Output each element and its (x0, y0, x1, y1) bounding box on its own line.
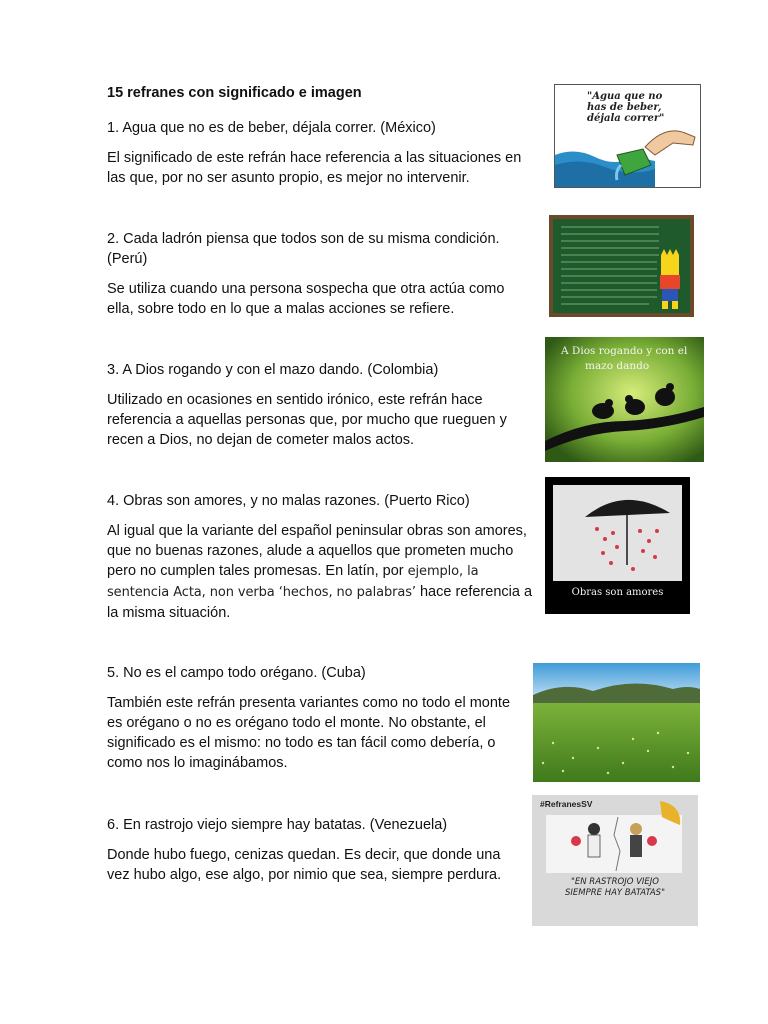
proverb-image-1 (554, 84, 701, 188)
couple-poster-illustration (532, 795, 698, 926)
proverb-title: 4. Obras son amores, y no malas razones. (Puerto Rico) (107, 493, 470, 509)
proverb-entry-3 (107, 360, 527, 450)
proverb-entry-6 (107, 815, 507, 885)
proverb-title: 1. Agua que no es de beber, déjala correr. (México) (107, 120, 436, 136)
image-3-caption-line-1: A Dios rogando y con el (561, 345, 688, 357)
chalkboard-illustration (549, 215, 694, 317)
description-part-b: ejemplo, la sentencia Acta, non verba ‘hechos, no palabras’ (107, 564, 479, 600)
proverb-entry-4 (107, 491, 537, 623)
image-6-caption-line-1: "EN RASTROJO VIEJO (570, 877, 660, 887)
proverb-image-4 (545, 477, 690, 614)
proverb-title: 2. Cada ladrón piensa que todos son de su misma condición. (Perú) (107, 231, 500, 267)
image-1-caption-line-1: "Agua que no (587, 91, 663, 102)
green-meadow-photo (533, 663, 700, 782)
proverb-title: 6. En rastrojo viejo siempre hay batatas. (Venezuela) (107, 817, 448, 833)
description-part-c: hace referencia a la misma situación. (107, 584, 533, 621)
proverb-image-2 (549, 215, 694, 317)
image-1-caption-line-2: has de beber, (587, 102, 662, 113)
image-6-caption-line-2: SIEMPRE HAY BATATAS" (565, 888, 665, 898)
proverb-description: Se utiliza cuando una persona sospecha que otra actúa como ella, sobre todo en lo que a malas acciones se refiere. (107, 281, 505, 317)
proverb-description: Utilizado en ocasiones en sentido irónico, este refrán hace referencia a aquellas personas que, por mucho que rueguen y recen a Dios, no dejan de cometer malos actos. (107, 392, 507, 448)
description-part-a: Al igual que la variante del español peninsular obras son amores, que no buenas razones, alude a aquellos que prometen mucho pero no cumplen tales promesas. En latín, por (107, 523, 527, 579)
proverb-image-3 (545, 337, 704, 462)
proverb-entry-1 (107, 118, 539, 188)
image-3-caption-line-2: mazo dando (585, 360, 650, 372)
proverb-image-5 (533, 663, 700, 782)
proverb-description: El significado de este refrán hace referencia a las situaciones en las que, por no ser asunto propio, es mejor no intervenir. (107, 150, 522, 186)
image-6-hashtag: #RefranesSV (540, 799, 593, 809)
proverb-entry-5 (107, 663, 522, 773)
proverb-title: 5. No es el campo todo orégano. (Cuba) (107, 665, 366, 681)
proverb-description: También este refrán presenta variantes como no todo el monte es orégano o no es orégano todo el monte. No obstante, el significado es el mismo: no todo es tan fácil como debería, o como nos lo imaginábamos. (107, 695, 511, 771)
proverb-entry-2 (107, 229, 507, 319)
image-1-caption-line-3: déjala correr" (587, 113, 665, 124)
proverb-title: 3. A Dios rogando y con el mazo dando. (Colombia) (107, 362, 439, 378)
proverb-image-6 (532, 795, 698, 926)
proverb-description (107, 521, 537, 623)
document-title: 15 refranes con significado e imagen (107, 85, 362, 101)
image-4-caption: Obras son amores (571, 587, 664, 598)
proverb-description: Donde hubo fuego, cenizas quedan. Es decir, que donde una vez hubo algo, ese algo, por nimio que sea, siempre perdura. (107, 847, 502, 883)
